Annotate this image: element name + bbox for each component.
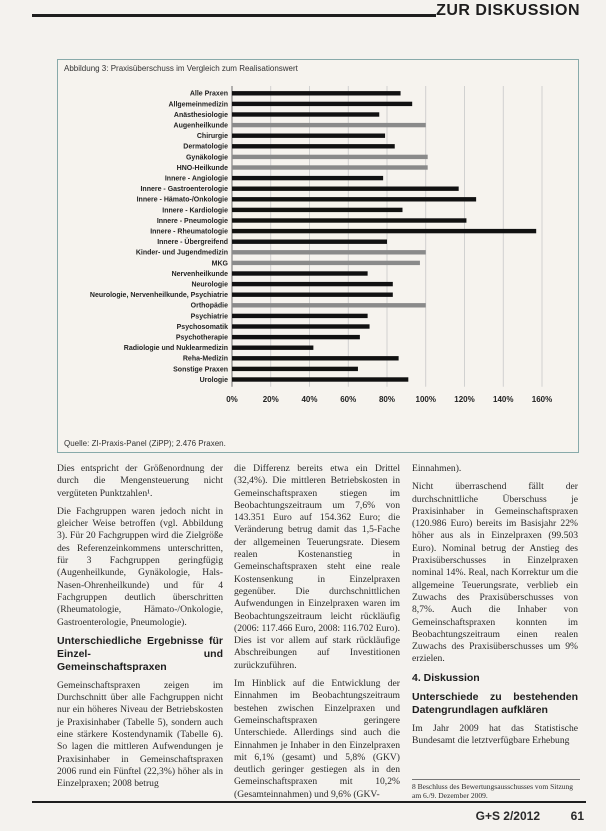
bar — [232, 367, 358, 371]
bar — [232, 165, 428, 169]
bar — [232, 335, 360, 339]
category-label: Psychosomatik — [176, 323, 228, 331]
paragraph: Dies entspricht der Größenordnung der durch die Mengensteuerung nicht vergüteten Punktzahlen¹. — [57, 463, 223, 499]
category-label: Radiologie und Nuklearmedizin — [123, 345, 228, 353]
section-title: ZUR DISKUSSION — [436, 2, 580, 19]
category-label: Augenheilkunde — [173, 122, 228, 130]
category-label: Urologie — [199, 376, 228, 384]
bar — [232, 91, 401, 95]
text-column-1 — [57, 463, 223, 797]
paragraph: die Differenz bereits etwa ein Drittel (32,4%). Die mittleren Betriebskosten in Gemeinschaftspraxen stiegen im Beobachtungszeitraum um 7,6% von 143.351 Euro auf 154.362 Euro; die Veränderung betrug damit das 1,5-Fache der allgemeinen Teuerungsrate. Diesem realen Kostenanstieg in Gemeinschaftspraxen steht eine reale Kostensenkung in Einzelpraxen gegenüber. Die durchschnittlichen Aufwendungen in Einzelpraxen waren im Beobachtungszeitraum leicht rückläufig (2006: 117.466 Euro, 2008: 116.702 Euro). Dies ist vor allem auf stark rückläufige Abschreibungen auf Investitionen zurückzuführen. — [234, 463, 400, 671]
bar — [232, 240, 387, 244]
category-label: Orthopädie — [190, 302, 228, 310]
bar — [232, 346, 313, 350]
header-rule — [32, 14, 436, 17]
paragraph: Gemeinschaftspraxen zeigen im Durchschnitt über alle Fachgruppen nicht nur ein höheres Niveau der Betriebskosten je Praxisinhaber (Tabelle 5), sondern auch eine stärkere Kostendynamik (Tabelle 6). So lagen die mittleren Aufwendungen je Praxisinhaber in Gemeinschaftspraxen 2006 rund ein Fünftel (22,3%) höher als in Einzelpraxen; 2008 betrug — [57, 679, 223, 790]
x-tick-label: 40% — [301, 394, 318, 404]
x-tick-label: 80% — [378, 394, 396, 404]
text-column-3 — [412, 463, 578, 753]
bar — [232, 271, 368, 275]
bar — [232, 187, 459, 191]
bar — [232, 282, 393, 286]
category-label: Chirurgie — [196, 133, 228, 141]
subheading: Unterschiedliche Ergebnisse für Einzel- und Gemeinschaftspraxen — [57, 634, 223, 673]
category-label: Alle Praxen — [189, 90, 228, 98]
category-label: MKG — [211, 260, 228, 268]
page-number: 61 — [570, 809, 584, 823]
bar — [232, 303, 426, 307]
bar — [232, 208, 403, 212]
x-tick-label: 60% — [340, 394, 357, 404]
bar — [232, 123, 426, 127]
bar — [232, 324, 370, 328]
paragraph: Einnahmen). — [412, 463, 462, 474]
paragraph: Die Fachgruppen waren jedoch nicht in gleicher Weise betroffen (vgl. Abbildung 3). Für 20 Fachgruppen wird die Zielgröße des Referenzeinkommens unterschritten, für 3 Fachgruppen geringfügig (Augenheilkunde, Gynäkologie, Hals-Nasen-Ohrenheilkunde) und für 4 Fachgruppen deutlich überschritten (Rheumatologie, Hämato-/Onkologie, Gastroenterologie, Pneumologie). — [57, 505, 223, 628]
category-label: Kinder- und Jugendmedizin — [135, 249, 228, 257]
bar — [232, 218, 466, 222]
paragraph: Im Jahr 2009 hat das Statistische Bundesamt die letztverfügbare Erhebung — [412, 722, 578, 747]
category-label: Innere - Kardiologie — [162, 207, 228, 215]
category-label: Nervenheilkunde — [171, 270, 228, 278]
bar — [232, 155, 428, 159]
bar — [232, 293, 393, 297]
x-tick-label: 120% — [454, 394, 475, 404]
bar — [232, 102, 412, 106]
bar-chart — [58, 60, 578, 452]
text-column-2 — [234, 463, 400, 807]
page-footer — [32, 801, 586, 831]
figure-source: Quelle: ZI-Praxis-Panel (ZiPP); 2.476 Praxen. — [64, 439, 226, 448]
bar — [232, 356, 399, 360]
paragraph: Nicht überraschend fällt der durchschnittliche Überschuss je Praxisinhaber in Gemeinschaftspraxen (120.986 Euro) bereits im Basisjahr 22% höher aus als in Einzelpraxen (99.503 Euro). Nominal betrug der Anstieg des Praxisüberschusses in Einzelpraxen nominal 14%. Real, nach Korrektur um die allgemeine Teuerungsrate, verblieb ein Zuwachs des Praxisüberschusses von 8,7%. Auch die Inhaber von Gemeinschaftspraxen konnten im Beobachtungszeitraum einen realen Zuwachs des Praxisüberschusses um 9% erzielen. — [412, 481, 578, 665]
category-label: Innere - Angiologie — [164, 175, 228, 183]
category-label: Psychotherapie — [175, 334, 228, 342]
x-tick-label: 0% — [226, 394, 238, 404]
category-label: Allgemeinmedizin — [168, 101, 228, 109]
category-label: Innere - Gastroenterologie — [140, 186, 228, 194]
footnote: 8 Beschluss des Bewertungsausschusses vom Sitzung am 6./9. Dezember 2009. — [412, 779, 580, 800]
x-tick-label: 140% — [493, 394, 514, 404]
section-heading: 4. Diskussion — [412, 671, 480, 684]
bar — [232, 197, 476, 201]
bar — [232, 176, 383, 180]
category-label: Innere - Übergreifend — [157, 239, 228, 247]
journal-name: G+S — [475, 809, 500, 823]
bar — [232, 144, 395, 148]
category-label: Psychiatrie — [190, 313, 228, 321]
bar — [232, 229, 536, 233]
figure-box — [57, 59, 579, 453]
bar — [232, 377, 408, 381]
bar — [232, 250, 426, 254]
category-label: Neurologie, Nervenheilkunde, Psychiatrie — [89, 292, 228, 300]
figure-caption: Abbildung 3: Praxisüberschuss im Vergleich zum Realisationswert — [64, 64, 298, 73]
category-label: Reha-Medizin — [182, 355, 228, 363]
bar — [232, 112, 379, 116]
category-label: Anästhesiologie — [173, 111, 228, 119]
x-tick-label: 20% — [262, 394, 279, 404]
category-label: Dermatologie — [183, 143, 228, 151]
category-label: Neurologie — [191, 281, 228, 289]
category-label: HNO-Heilkunde — [176, 164, 228, 172]
x-tick-label: 100% — [415, 394, 436, 404]
x-tick-label: 160% — [531, 394, 553, 404]
bar — [232, 261, 420, 265]
paragraph: Im Hinblick auf die Entwicklung der Einnahmen im Beobachtungszeitraum bestehen zwischen Einzelpraxen und Gemeinschaftspraxen geringere Unterschiede. Allerdings sind auch die Einnahmen je Inhaber in den Einzelpraxen mit 6,1% (gesamt) und 5,8% (GKV) deutlich geringer gestiegen als in den Gemeinschaftspraxen mit 10,2% (Gesamteinnahmen) und 9,6% (GKV- — [234, 678, 400, 800]
category-label: Innere - Pneumologie — [156, 217, 228, 225]
subheading: Unterschiede zu bestehenden Datengrundlagen aufklären — [412, 690, 578, 716]
bar — [232, 134, 385, 138]
category-label: Sonstige Praxen — [173, 366, 228, 374]
category-label: Gynäkologie — [185, 154, 228, 162]
journal-issue: 2/2012 — [503, 809, 540, 823]
category-label: Innere - Rheumatologie — [150, 228, 228, 236]
category-label: Innere - Hämato-/Onkologie — [136, 196, 228, 204]
bar — [232, 314, 368, 318]
